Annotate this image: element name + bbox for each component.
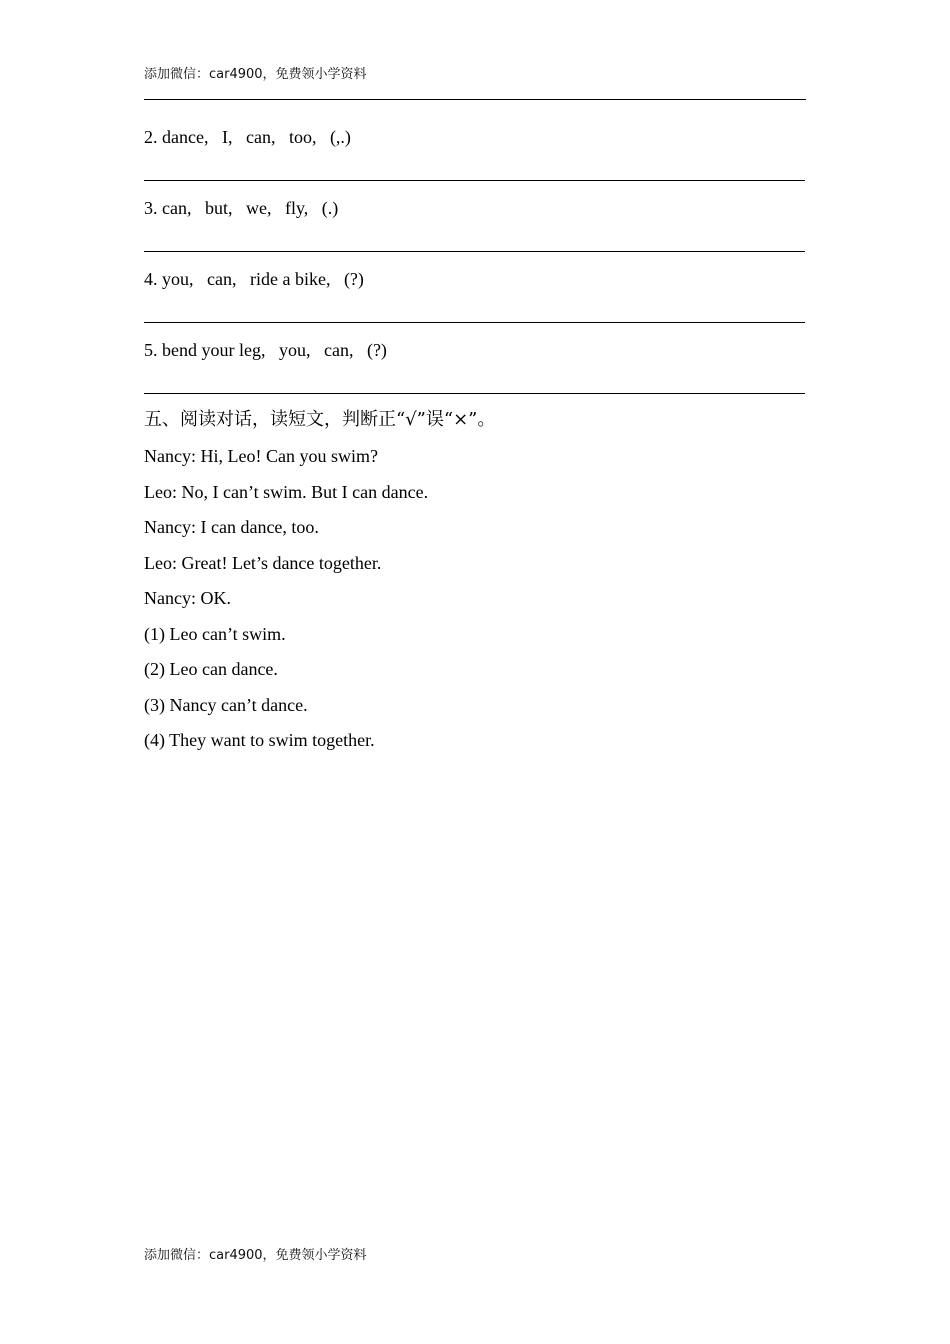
exercise-item-4: 4. you, can, ride a bike, (?) xyxy=(144,269,364,289)
exercise-item-5: 5. bend your leg, you, can, (?) xyxy=(144,340,387,360)
statement-4: (4) They want to swim together. xyxy=(144,730,375,750)
exercise-item-2: 2. dance, I, can, too, (,.) xyxy=(144,127,351,147)
answer-line-3 xyxy=(144,251,805,252)
header-note: 添加微信：car4900，免费领小学资料 xyxy=(144,67,367,82)
statement-2: (2) Leo can dance. xyxy=(144,659,278,679)
dialogue-line: Leo: Great! Let’s dance together. xyxy=(144,553,382,573)
dialogue-line: Nancy: I can dance, too. xyxy=(144,517,319,537)
exercise-item-3: 3. can, but, we, fly, (.) xyxy=(144,198,339,218)
statement-1: (1) Leo can’t swim. xyxy=(144,624,286,644)
dialogue-line: Nancy: Hi, Leo! Can you swim? xyxy=(144,446,378,466)
dialogue-line: Leo: No, I can’t swim. But I can dance. xyxy=(144,482,429,502)
answer-line-2 xyxy=(144,180,805,181)
header-divider xyxy=(144,99,806,100)
answer-line-5 xyxy=(144,393,805,394)
dialogue-line: Nancy: OK. xyxy=(144,588,231,608)
statement-3: (3) Nancy can’t dance. xyxy=(144,695,308,715)
answer-line-4 xyxy=(144,322,805,323)
section-5-heading: 五、阅读对话，读短文，判断正“√”误“×”。 xyxy=(144,409,496,430)
footer-note: 添加微信：car4900，免费领小学资料 xyxy=(144,1248,367,1263)
